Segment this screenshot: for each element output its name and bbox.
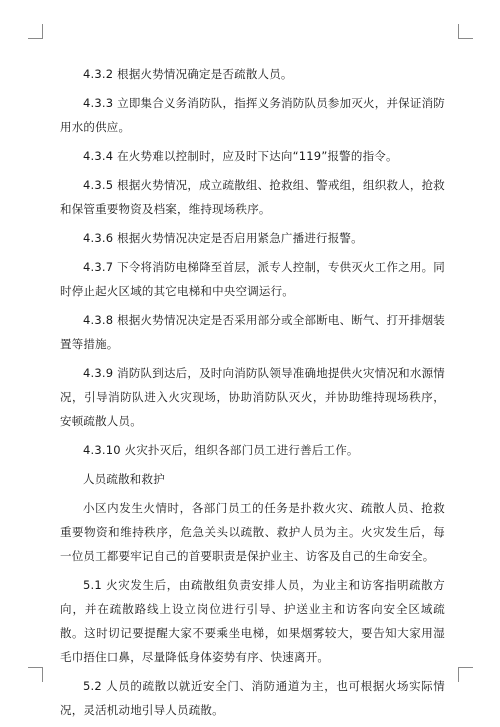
paragraph-4-3-6: 4.3.6 根据火势情况决定是否启用紧急广播进行报警。 [83, 231, 363, 245]
crop-mark-top-left [28, 24, 43, 39]
paragraph-intro: 小区内发生火情时，各部门员工的任务是扑救火灾、疏散人员、抢救重要物资和维持秩序，危急关头以疏散、救护人员为主。火灾发生后，每一位员工都要牢记自己的首要职责是保护业主、访客及自己的生命安全。 [60, 501, 445, 563]
crop-mark-bottom-right [458, 667, 473, 682]
section-heading: 人员疏散和救护 [83, 472, 165, 486]
paragraph-4-3-2: 4.3.2 根据火势情况确定是否疏散人员。 [83, 67, 293, 81]
paragraph-4-3-7: 4.3.7 下令将消防电梯降至首层，派专人控制，专供灭火工作之用。同时停止起火区域的其它电梯和中央空调运行。 [60, 260, 445, 298]
document-body [60, 62, 445, 727]
paragraph-4-3-10: 4.3.10 火灾扑灭后，组织各部门员工进行善后工作。 [83, 443, 359, 457]
paragraph-4-3-3: 4.3.3 立即集合义务消防队，指挥义务消防队员参加灭火，并保证消防用水的供应。 [60, 96, 445, 134]
paragraph-4-3-9: 4.3.9 消防队到达后，及时向消防队领导准确地提供火灾情况和水源情况，引导消防队进入火灾现场，协助消防队灭火，并协助维持现场秩序，安顿疏散人员。 [60, 366, 445, 428]
crop-mark-top-right [458, 24, 473, 39]
crop-mark-bottom-left [28, 667, 43, 682]
paragraph-4-3-8: 4.3.8 根据火势情况决定是否采用部分或全部断电、断气、打开排烟装置等措施。 [60, 313, 445, 351]
paragraph-4-3-5: 4.3.5 根据火势情况，成立疏散组、抢救组、警戒组，组织救人，抢救和保管重要物资及档案，维持现场秩序。 [60, 178, 445, 216]
paragraph-4-3-4: 4.3.4 在火势难以控制时，应及时下达向“119”报警的指令。 [83, 149, 398, 163]
paragraph-5-1: 5.1 火灾发生后，由疏散组负责安排人员，为业主和访客指明疏散方向，并在疏散路线上设立岗位进行引导、护送业主和访客向安全区域疏散。这时切记要提醒大家不要乘坐电梯，如果烟雾较大，要告知大家用湿毛巾捂住口鼻，尽量降低身体姿势有序、快速离开。 [60, 578, 445, 664]
paragraph-5-2: 5.2 人员的疏散以就近安全门、消防通道为主，也可根据火场实际情况，灵活机动地引导人员疏散。 [60, 679, 445, 717]
